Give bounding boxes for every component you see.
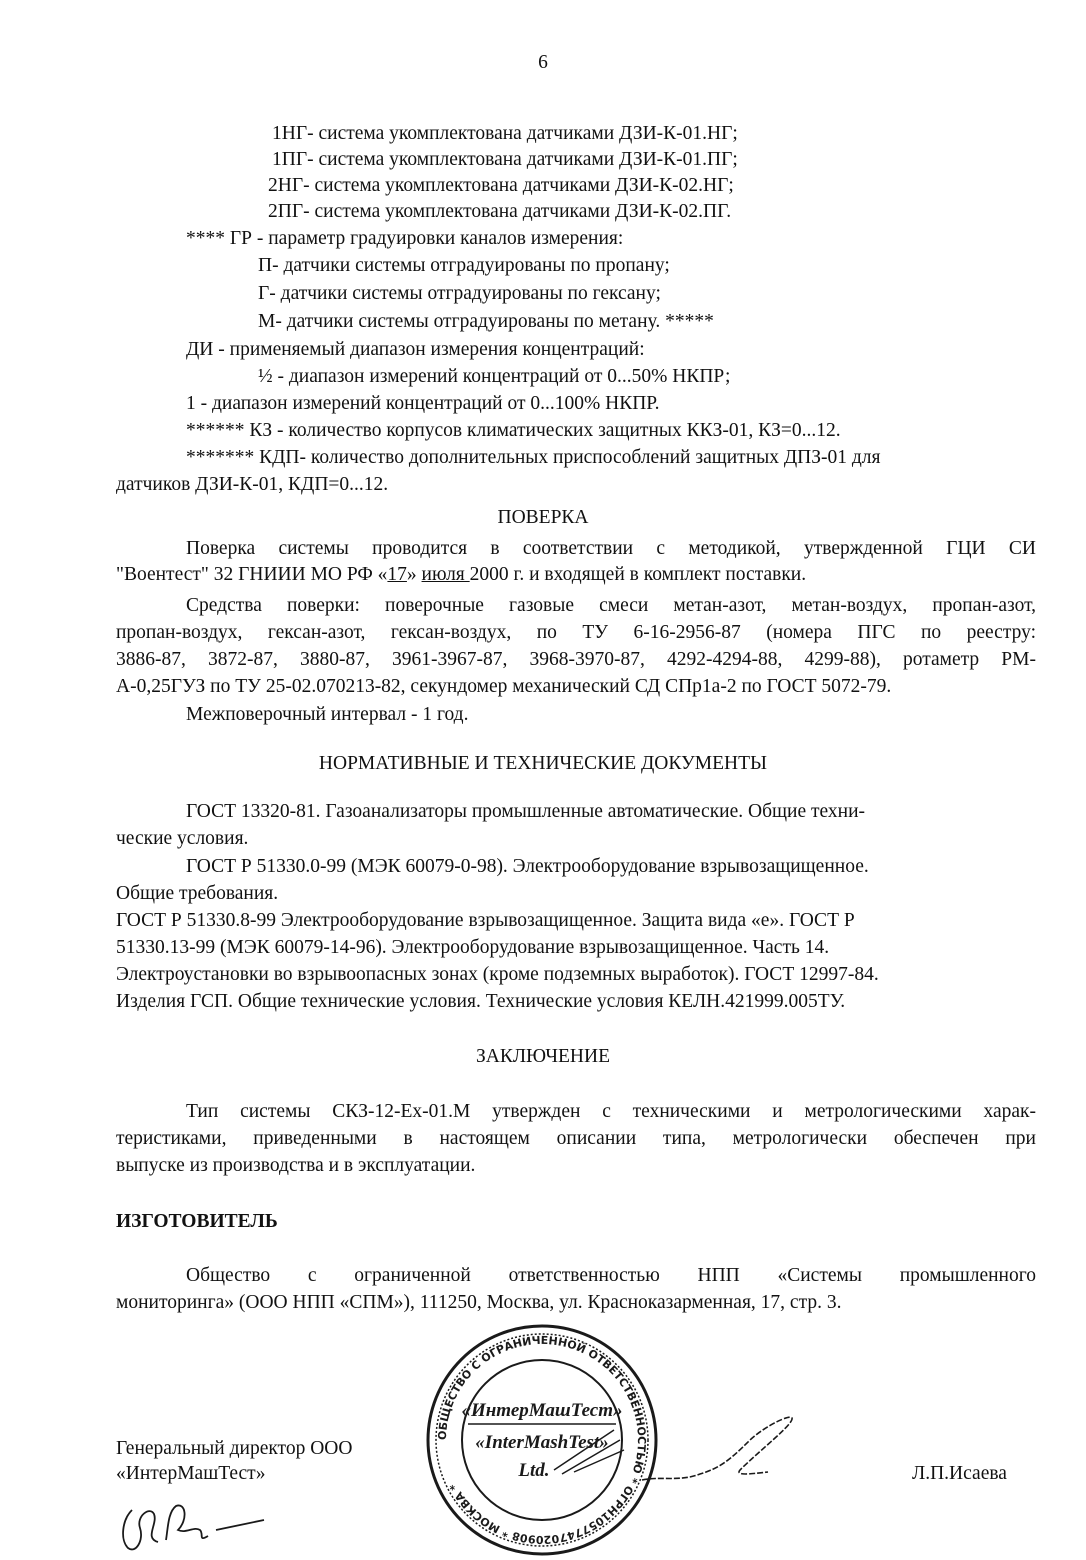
verification-p2-line3: 3886-87, 3872-87, 3880-87, 3961-3967-87, 3968-3970-87, 4292-4294-88, 4299-88), ротаметр РМ- [116,649,1036,670]
sensor-option-2: 1ПГ- система укомплектована датчиками ДЗИ-К-01.ПГ; [272,149,738,170]
verification-p1-line2-c: 2000 г. и входящей в комплект поставки. [469,564,807,585]
verification-p1-line1: Поверка системы проводится в соответствии с методикой, утвержденной ГЦИ СИ [186,538,1036,559]
signatory-title-line2: «ИнтерМашТест» [116,1463,266,1484]
signature-left [114,1500,284,1558]
conclusion-line-2: теристиками, приведенными в настоящем описании типа, метрологически обеспечен при [116,1128,1036,1149]
verification-p1-line2-b: » [406,564,422,585]
gr-param-item-2: Г- датчики системы отградуированы по гексану; [258,283,661,304]
verification-date-day: 17 [387,564,407,585]
normative-line-4: Общие требования. [116,883,279,904]
stamp-name-en: «InterMashTest» [475,1432,609,1453]
manufacturer-line-1: Общество с ограниченной ответственностью НПП «Системы промышленного [186,1265,1036,1286]
normative-line-1: ГОСТ 13320-81. Газоанализаторы промышленные автоматические. Общие техни- [186,801,866,822]
verification-p2-line2: пропан-воздух, гексан-азот, гексан-воздух, по ТУ 6-16-2956-87 (номера ПГС по реестру: [116,622,1036,643]
signature-right [640,1410,800,1490]
normative-heading: НОРМАТИВНЫЕ И ТЕХНИЧЕСКИЕ ДОКУМЕНТЫ [318,753,768,774]
kdp-note-line2: датчиков ДЗИ-К-01, КДП=0...12. [116,474,389,495]
gr-param-item-3: М- датчики системы отградуированы по метану. ***** [258,311,714,332]
conclusion-line-3: выпуске из производства и в эксплуатации. [116,1155,476,1176]
verification-p2-line4: А-0,25ГУЗ по ТУ 25-02.070213-82, секундомер механический СД СПр1а-2 по ГОСТ 5072-79. [116,676,892,697]
stamp-ltd: Ltd. [518,1460,550,1481]
normative-line-3: ГОСТ Р 51330.0-99 (МЭК 60079-0-98). Электрооборудование взрывозащищенное. [186,856,869,877]
di-param-half: ½ - диапазон измерений концентраций от 0...50% НКПР; [258,366,731,387]
manufacturer-heading: ИЗГОТОВИТЕЛЬ [116,1211,278,1232]
normative-line-8: Изделия ГСП. Общие технические условия. Технические условия КЕЛН.421999.005ТУ. [116,991,846,1012]
verification-date-month: июля [421,564,470,585]
normative-line-7: Электроустановки во взрывоопасных зонах (кроме подземных выработок). ГОСТ 12997-84. [116,964,879,985]
gr-param-item-1: П- датчики системы отградуированы по пропану; [258,255,670,276]
signatory-name: Л.П.Исаева [912,1463,1007,1484]
verification-p2-line1: Средства поверки: поверочные газовые смеси метан-азот, метан-воздух, пропан-азот, [186,595,1036,616]
kz-note: ****** КЗ - количество корпусов климатических защитных ККЗ-01, КЗ=0...12. [186,420,841,441]
manufacturer-line-2: мониторинга» (ООО НПП «СПМ»), 111250, Москва, ул. Красноказарменная, 17, стр. 3. [116,1292,842,1313]
sensor-option-1: 1НГ- система укомплектована датчиками ДЗИ-К-01.НГ; [272,123,738,144]
kdp-note-line1: ******* КДП- количество дополнительных приспособлений защитных ДПЗ-01 для [186,447,881,468]
company-stamp [424,1322,660,1558]
sensor-option-4: 2ПГ- система укомплектована датчиками ДЗИ-К-02.ПГ. [268,201,732,222]
di-param-title: ДИ - применяемый диапазон измерения концентраций: [186,339,645,360]
conclusion-line-1: Тип системы СКЗ-12-Ех-01.М утвержден с техническими и метрологическими харак- [186,1101,1036,1122]
signatory-title-line1: Генеральный директор ООО [116,1438,353,1459]
gr-param-title: **** ГР - параметр градуировки каналов измерения: [186,228,624,249]
normative-line-2: ческие условия. [116,828,249,849]
verification-interval: Межповерочный интервал - 1 год. [186,704,469,725]
verification-p1-line2 [116,563,806,587]
conclusion-heading: ЗАКЛЮЧЕНИЕ [475,1046,611,1067]
verification-p1-line2-a: "Воентест" 32 ГНИИИ МО РФ « [116,564,388,585]
sensor-option-3: 2НГ- система укомплектована датчиками ДЗИ-К-02.НГ; [268,175,734,196]
page-number: 6 [538,52,548,73]
di-param-full: 1 - диапазон измерений концентраций от 0...100% НКПР. [186,393,660,414]
verification-heading: ПОВЕРКА [497,507,589,528]
normative-line-5: ГОСТ Р 51330.8-99 Электрооборудование взрывозащищенное. Защита вида «е». ГОСТ Р [116,910,855,931]
stamp-ring-text: ОБЩЕСТВО С ОГРАНИЧЕННОЙ ОТВЕТСТВЕННОСТЬЮ * ОГРН1057747020908 * МОСКВА * [435,1333,649,1547]
stamp-name-ru: «ИнтерМашТест» [461,1400,623,1421]
normative-line-6: 51330.13-99 (МЭК 60079-14-96). Электрооборудование взрывозащищенное. Часть 14. [116,937,830,958]
